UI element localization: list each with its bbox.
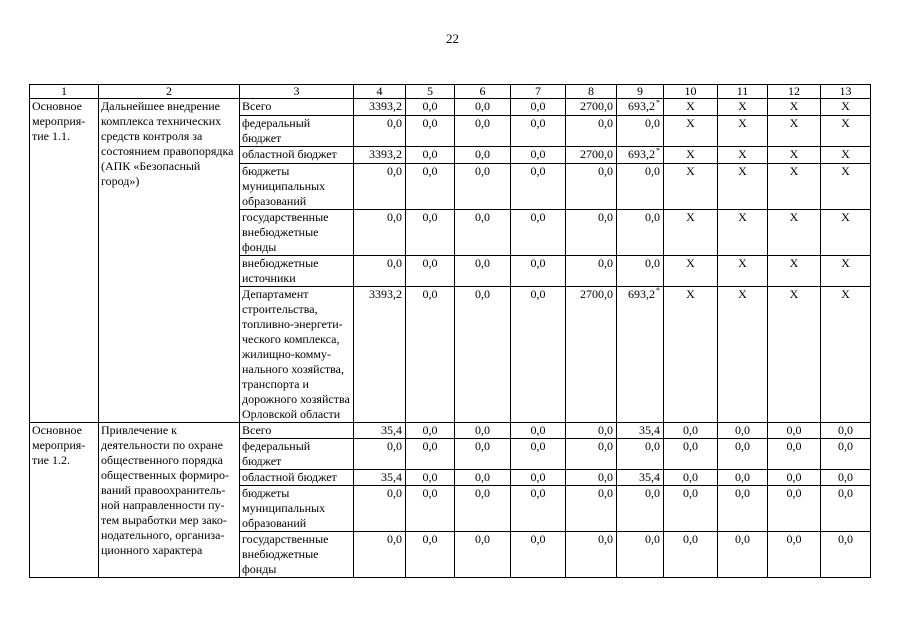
value-text: 0,0	[475, 147, 490, 161]
value-cell	[354, 287, 406, 423]
value-text: Х	[789, 287, 799, 301]
value-text: 3393,2	[369, 147, 402, 161]
table-row	[30, 99, 871, 116]
value-text: 0,0	[475, 439, 490, 453]
funding-source: бюджеты муниципальных образований	[240, 486, 354, 532]
value-text: 0,0	[598, 486, 613, 500]
value-cell	[406, 147, 455, 164]
value-cell	[664, 470, 718, 486]
value-cell	[566, 116, 617, 147]
value-cell	[455, 287, 511, 423]
value-cell	[718, 147, 768, 164]
value-text: 0,0	[735, 423, 750, 437]
value-cell	[566, 423, 617, 439]
value-cell	[511, 147, 566, 164]
value-text: 0,0	[422, 423, 438, 437]
value-text: Х	[789, 210, 799, 224]
value-text: Х	[738, 210, 747, 224]
footnote-asterisk: *	[656, 286, 660, 295]
footnote-asterisk: *	[656, 98, 660, 107]
value-text: 0,0	[598, 423, 613, 437]
value-cell	[617, 164, 664, 210]
funding-source: бюджеты муниципальных образований	[240, 164, 354, 210]
value-cell	[354, 486, 406, 532]
value-cell	[768, 164, 821, 210]
value-cell	[455, 439, 511, 470]
value-text: 0,0	[530, 256, 546, 270]
value-cell	[511, 116, 566, 147]
value-cell	[617, 439, 664, 470]
value-cell	[354, 147, 406, 164]
value-text: Х	[686, 210, 695, 224]
column-number: 6	[455, 85, 511, 99]
value-cell	[566, 532, 617, 578]
page-number: 22	[446, 31, 459, 46]
value-text: 0,0	[475, 164, 490, 178]
value-text: Х	[789, 147, 799, 161]
value-text: Х	[738, 147, 747, 161]
value-text: Х	[686, 287, 695, 301]
value-cell	[617, 470, 664, 486]
value-cell	[718, 164, 768, 210]
value-text: 0,0	[735, 486, 750, 500]
activity-code: Основное мероприя-тие 1.2.	[30, 423, 99, 578]
value-text: Х	[686, 99, 695, 113]
value-cell	[718, 287, 768, 423]
funding-source: федеральный бюджет	[240, 116, 354, 147]
funding-source: государственные внебюджетные фонды	[240, 210, 354, 256]
funding-source: Всего	[240, 99, 354, 116]
value-text: Х	[686, 116, 695, 130]
value-cell	[455, 210, 511, 256]
value-text: Х	[789, 99, 799, 113]
funding-source: внебюджетные источники	[240, 256, 354, 287]
value-cell	[354, 210, 406, 256]
value-text: 0,0	[598, 470, 613, 484]
value-cell	[718, 99, 768, 116]
value-text: Х	[841, 164, 850, 178]
value-cell	[354, 423, 406, 439]
value-text: 693,2	[628, 147, 655, 161]
column-number: 9	[617, 85, 664, 99]
value-text: 0,0	[387, 116, 402, 130]
value-text: 0,0	[645, 116, 660, 130]
table-body	[30, 85, 871, 578]
value-text: 0,0	[530, 532, 546, 546]
value-text: 0,0	[475, 532, 490, 546]
value-text: 35,4	[639, 470, 660, 484]
value-text: 0,0	[422, 486, 438, 500]
value-cell	[406, 99, 455, 116]
value-text: Х	[738, 116, 747, 130]
value-text: 0,0	[598, 439, 613, 453]
value-text: 0,0	[387, 486, 402, 500]
value-text: Х	[841, 116, 850, 130]
value-text: 0,0	[422, 164, 438, 178]
value-text: 0,0	[422, 532, 438, 546]
value-cell	[455, 147, 511, 164]
value-text: Х	[789, 164, 799, 178]
column-number: 10	[664, 85, 718, 99]
value-cell	[455, 532, 511, 578]
value-text: 0,0	[530, 287, 546, 301]
value-cell	[821, 439, 871, 470]
column-number: 3	[240, 85, 354, 99]
value-text: 0,0	[683, 470, 698, 484]
value-text: 0,0	[735, 439, 750, 453]
value-text: 0,0	[838, 439, 853, 453]
value-text: Х	[738, 164, 747, 178]
value-cell	[455, 164, 511, 210]
funding-source: областной бюджет	[240, 147, 354, 164]
value-cell	[718, 116, 768, 147]
budget-table	[29, 84, 871, 578]
value-cell	[511, 423, 566, 439]
value-text: 0,0	[422, 99, 438, 113]
value-text: Х	[841, 256, 850, 270]
value-cell	[821, 256, 871, 287]
value-text: 0,0	[598, 532, 613, 546]
value-cell	[455, 470, 511, 486]
value-text: 0,0	[645, 164, 660, 178]
value-text: 0,0	[838, 423, 853, 437]
value-cell	[406, 486, 455, 532]
column-number: 12	[768, 85, 821, 99]
value-cell	[617, 210, 664, 256]
value-cell	[406, 532, 455, 578]
value-cell	[821, 423, 871, 439]
value-text: 0,0	[422, 116, 438, 130]
value-cell	[511, 439, 566, 470]
value-text: 0,0	[598, 116, 613, 130]
value-cell	[354, 116, 406, 147]
value-text: 0,0	[530, 439, 546, 453]
value-cell	[768, 532, 821, 578]
value-text: 2700,0	[580, 99, 613, 113]
value-text: 0,0	[786, 470, 802, 484]
column-number: 4	[354, 85, 406, 99]
value-text: 0,0	[838, 486, 853, 500]
value-text: 0,0	[683, 486, 698, 500]
value-text: Х	[841, 147, 850, 161]
column-number-row	[30, 85, 871, 99]
value-text: 2700,0	[580, 147, 613, 161]
value-cell	[566, 99, 617, 116]
value-text: 0,0	[387, 256, 402, 270]
value-text: Х	[686, 147, 695, 161]
value-cell	[768, 439, 821, 470]
value-text: 0,0	[387, 532, 402, 546]
value-cell	[406, 116, 455, 147]
value-cell	[354, 532, 406, 578]
value-text: 0,0	[645, 256, 660, 270]
value-text: 0,0	[475, 99, 490, 113]
value-text: 0,0	[598, 164, 613, 178]
value-text: 693,2	[628, 287, 655, 301]
value-text: 0,0	[475, 210, 490, 224]
value-cell	[511, 287, 566, 423]
value-text: 0,0	[475, 256, 490, 270]
value-text: 2700,0	[580, 287, 613, 301]
funding-source: Всего	[240, 423, 354, 439]
value-text: 0,0	[683, 439, 698, 453]
value-cell	[664, 116, 718, 147]
value-text: 0,0	[683, 532, 698, 546]
value-text: Х	[738, 256, 747, 270]
value-cell	[768, 470, 821, 486]
value-text: 3393,2	[369, 287, 402, 301]
value-text: 0,0	[530, 147, 546, 161]
value-cell	[406, 256, 455, 287]
value-cell	[821, 147, 871, 164]
value-text: 0,0	[530, 486, 546, 500]
value-cell	[455, 99, 511, 116]
value-cell	[511, 99, 566, 116]
footnote-asterisk: *	[656, 146, 660, 155]
value-cell	[566, 164, 617, 210]
column-number: 5	[406, 85, 455, 99]
value-cell	[566, 147, 617, 164]
value-text: Х	[789, 256, 799, 270]
value-text: 0,0	[598, 256, 613, 270]
value-text: 35,4	[639, 423, 660, 437]
value-text: 0,0	[786, 532, 802, 546]
value-text: 0,0	[530, 99, 546, 113]
value-cell	[406, 164, 455, 210]
value-cell	[664, 210, 718, 256]
value-text: 0,0	[422, 256, 438, 270]
value-cell	[821, 210, 871, 256]
value-text: 0,0	[387, 210, 402, 224]
value-cell	[768, 287, 821, 423]
value-cell	[511, 256, 566, 287]
value-cell	[511, 210, 566, 256]
value-cell	[354, 439, 406, 470]
value-text: 0,0	[422, 439, 438, 453]
value-text: 0,0	[387, 164, 402, 178]
value-cell	[664, 423, 718, 439]
value-text: 0,0	[475, 486, 490, 500]
value-text: Х	[841, 287, 850, 301]
value-text: 0,0	[735, 532, 750, 546]
value-cell	[406, 423, 455, 439]
column-number: 7	[511, 85, 566, 99]
value-cell	[821, 164, 871, 210]
value-text: Х	[686, 256, 695, 270]
value-cell	[406, 439, 455, 470]
value-text: 0,0	[530, 164, 546, 178]
value-cell	[455, 423, 511, 439]
value-cell	[718, 470, 768, 486]
funding-source: Департамент строительства, топливно-энергети-ческого комплекса, жилищно-комму-нального хозяйства, транспорта и дорожного хозяйства Орловской области	[240, 287, 354, 423]
value-cell	[718, 423, 768, 439]
value-cell	[768, 210, 821, 256]
value-cell	[617, 256, 664, 287]
value-text: 35,4	[381, 470, 402, 484]
column-number: 1	[30, 85, 99, 99]
value-cell	[768, 147, 821, 164]
value-cell	[768, 256, 821, 287]
value-text: Х	[789, 116, 799, 130]
value-text: 0,0	[645, 210, 660, 224]
activity-description: Дальнейшее внедрение комплекса технических средств контроля за состоянием правопорядка (АПК «Безопасный город»)	[99, 99, 240, 423]
value-cell	[455, 116, 511, 147]
value-text: Х	[686, 164, 695, 178]
value-text: 0,0	[645, 439, 660, 453]
value-text: 0,0	[530, 116, 546, 130]
value-text: 0,0	[735, 470, 750, 484]
activity-code: Основное мероприя-тие 1.1.	[30, 99, 99, 423]
value-cell	[511, 470, 566, 486]
value-cell	[617, 147, 664, 164]
value-cell	[566, 439, 617, 470]
funding-source: государственные внебюджетные фонды	[240, 532, 354, 578]
value-cell	[768, 116, 821, 147]
value-cell	[718, 486, 768, 532]
value-cell	[664, 147, 718, 164]
value-text: 0,0	[475, 423, 490, 437]
value-cell	[566, 486, 617, 532]
value-cell	[455, 256, 511, 287]
value-cell	[768, 423, 821, 439]
value-text: 0,0	[422, 147, 438, 161]
value-text: 693,2	[628, 99, 655, 113]
value-cell	[511, 532, 566, 578]
column-number: 2	[99, 85, 240, 99]
value-text: Х	[841, 210, 850, 224]
value-cell	[406, 287, 455, 423]
value-text: 0,0	[683, 423, 698, 437]
value-text: 0,0	[422, 287, 438, 301]
value-text: Х	[841, 99, 850, 113]
value-cell	[821, 486, 871, 532]
value-cell	[664, 439, 718, 470]
value-cell	[664, 287, 718, 423]
value-cell	[566, 210, 617, 256]
value-cell	[617, 486, 664, 532]
value-text: 0,0	[786, 439, 802, 453]
value-cell	[718, 256, 768, 287]
value-cell	[821, 532, 871, 578]
value-text: 0,0	[422, 210, 438, 224]
table-row	[30, 423, 871, 439]
value-cell	[821, 116, 871, 147]
value-cell	[768, 99, 821, 116]
value-cell	[406, 470, 455, 486]
value-cell	[821, 470, 871, 486]
value-cell	[664, 99, 718, 116]
value-cell	[664, 486, 718, 532]
value-cell	[617, 116, 664, 147]
value-cell	[354, 99, 406, 116]
value-cell	[455, 486, 511, 532]
value-cell	[406, 210, 455, 256]
value-text: 0,0	[387, 439, 402, 453]
value-cell	[617, 99, 664, 116]
value-cell	[821, 99, 871, 116]
value-cell	[354, 164, 406, 210]
value-cell	[718, 532, 768, 578]
activity-description: Привлечение к деятельности по охране общественного порядка общественных формиро-ваний правоохранитель-ной направленности пу-тем выработки мер зако-нодательного, организа-ционного характера	[99, 423, 240, 578]
funding-source: областной бюджет	[240, 470, 354, 486]
value-text: Х	[738, 287, 747, 301]
value-text: 0,0	[786, 423, 802, 437]
value-cell	[354, 470, 406, 486]
value-text: 0,0	[475, 470, 490, 484]
value-text: 0,0	[645, 486, 660, 500]
value-cell	[664, 256, 718, 287]
value-cell	[664, 164, 718, 210]
value-cell	[511, 486, 566, 532]
value-cell	[617, 532, 664, 578]
column-number: 11	[718, 85, 768, 99]
value-cell	[718, 439, 768, 470]
value-cell	[768, 486, 821, 532]
value-text: 0,0	[530, 470, 546, 484]
value-text: Х	[738, 99, 747, 113]
value-text: 0,0	[838, 470, 853, 484]
value-cell	[821, 287, 871, 423]
value-cell	[566, 256, 617, 287]
value-text: 0,0	[530, 423, 546, 437]
value-text: 35,4	[381, 423, 402, 437]
value-cell	[617, 287, 664, 423]
column-number: 13	[821, 85, 871, 99]
value-text: 0,0	[422, 470, 438, 484]
value-cell	[566, 470, 617, 486]
funding-source: федеральный бюджет	[240, 439, 354, 470]
value-cell	[354, 256, 406, 287]
value-text: 0,0	[475, 287, 490, 301]
column-number: 8	[566, 85, 617, 99]
value-text: 0,0	[838, 532, 853, 546]
value-cell	[718, 210, 768, 256]
value-cell	[664, 532, 718, 578]
value-text: 0,0	[645, 532, 660, 546]
value-text: 0,0	[786, 486, 802, 500]
value-cell	[566, 287, 617, 423]
value-text: 0,0	[530, 210, 546, 224]
value-cell	[617, 423, 664, 439]
value-text: 0,0	[475, 116, 490, 130]
value-text: 3393,2	[369, 99, 402, 113]
value-text: 0,0	[598, 210, 613, 224]
value-cell	[511, 164, 566, 210]
